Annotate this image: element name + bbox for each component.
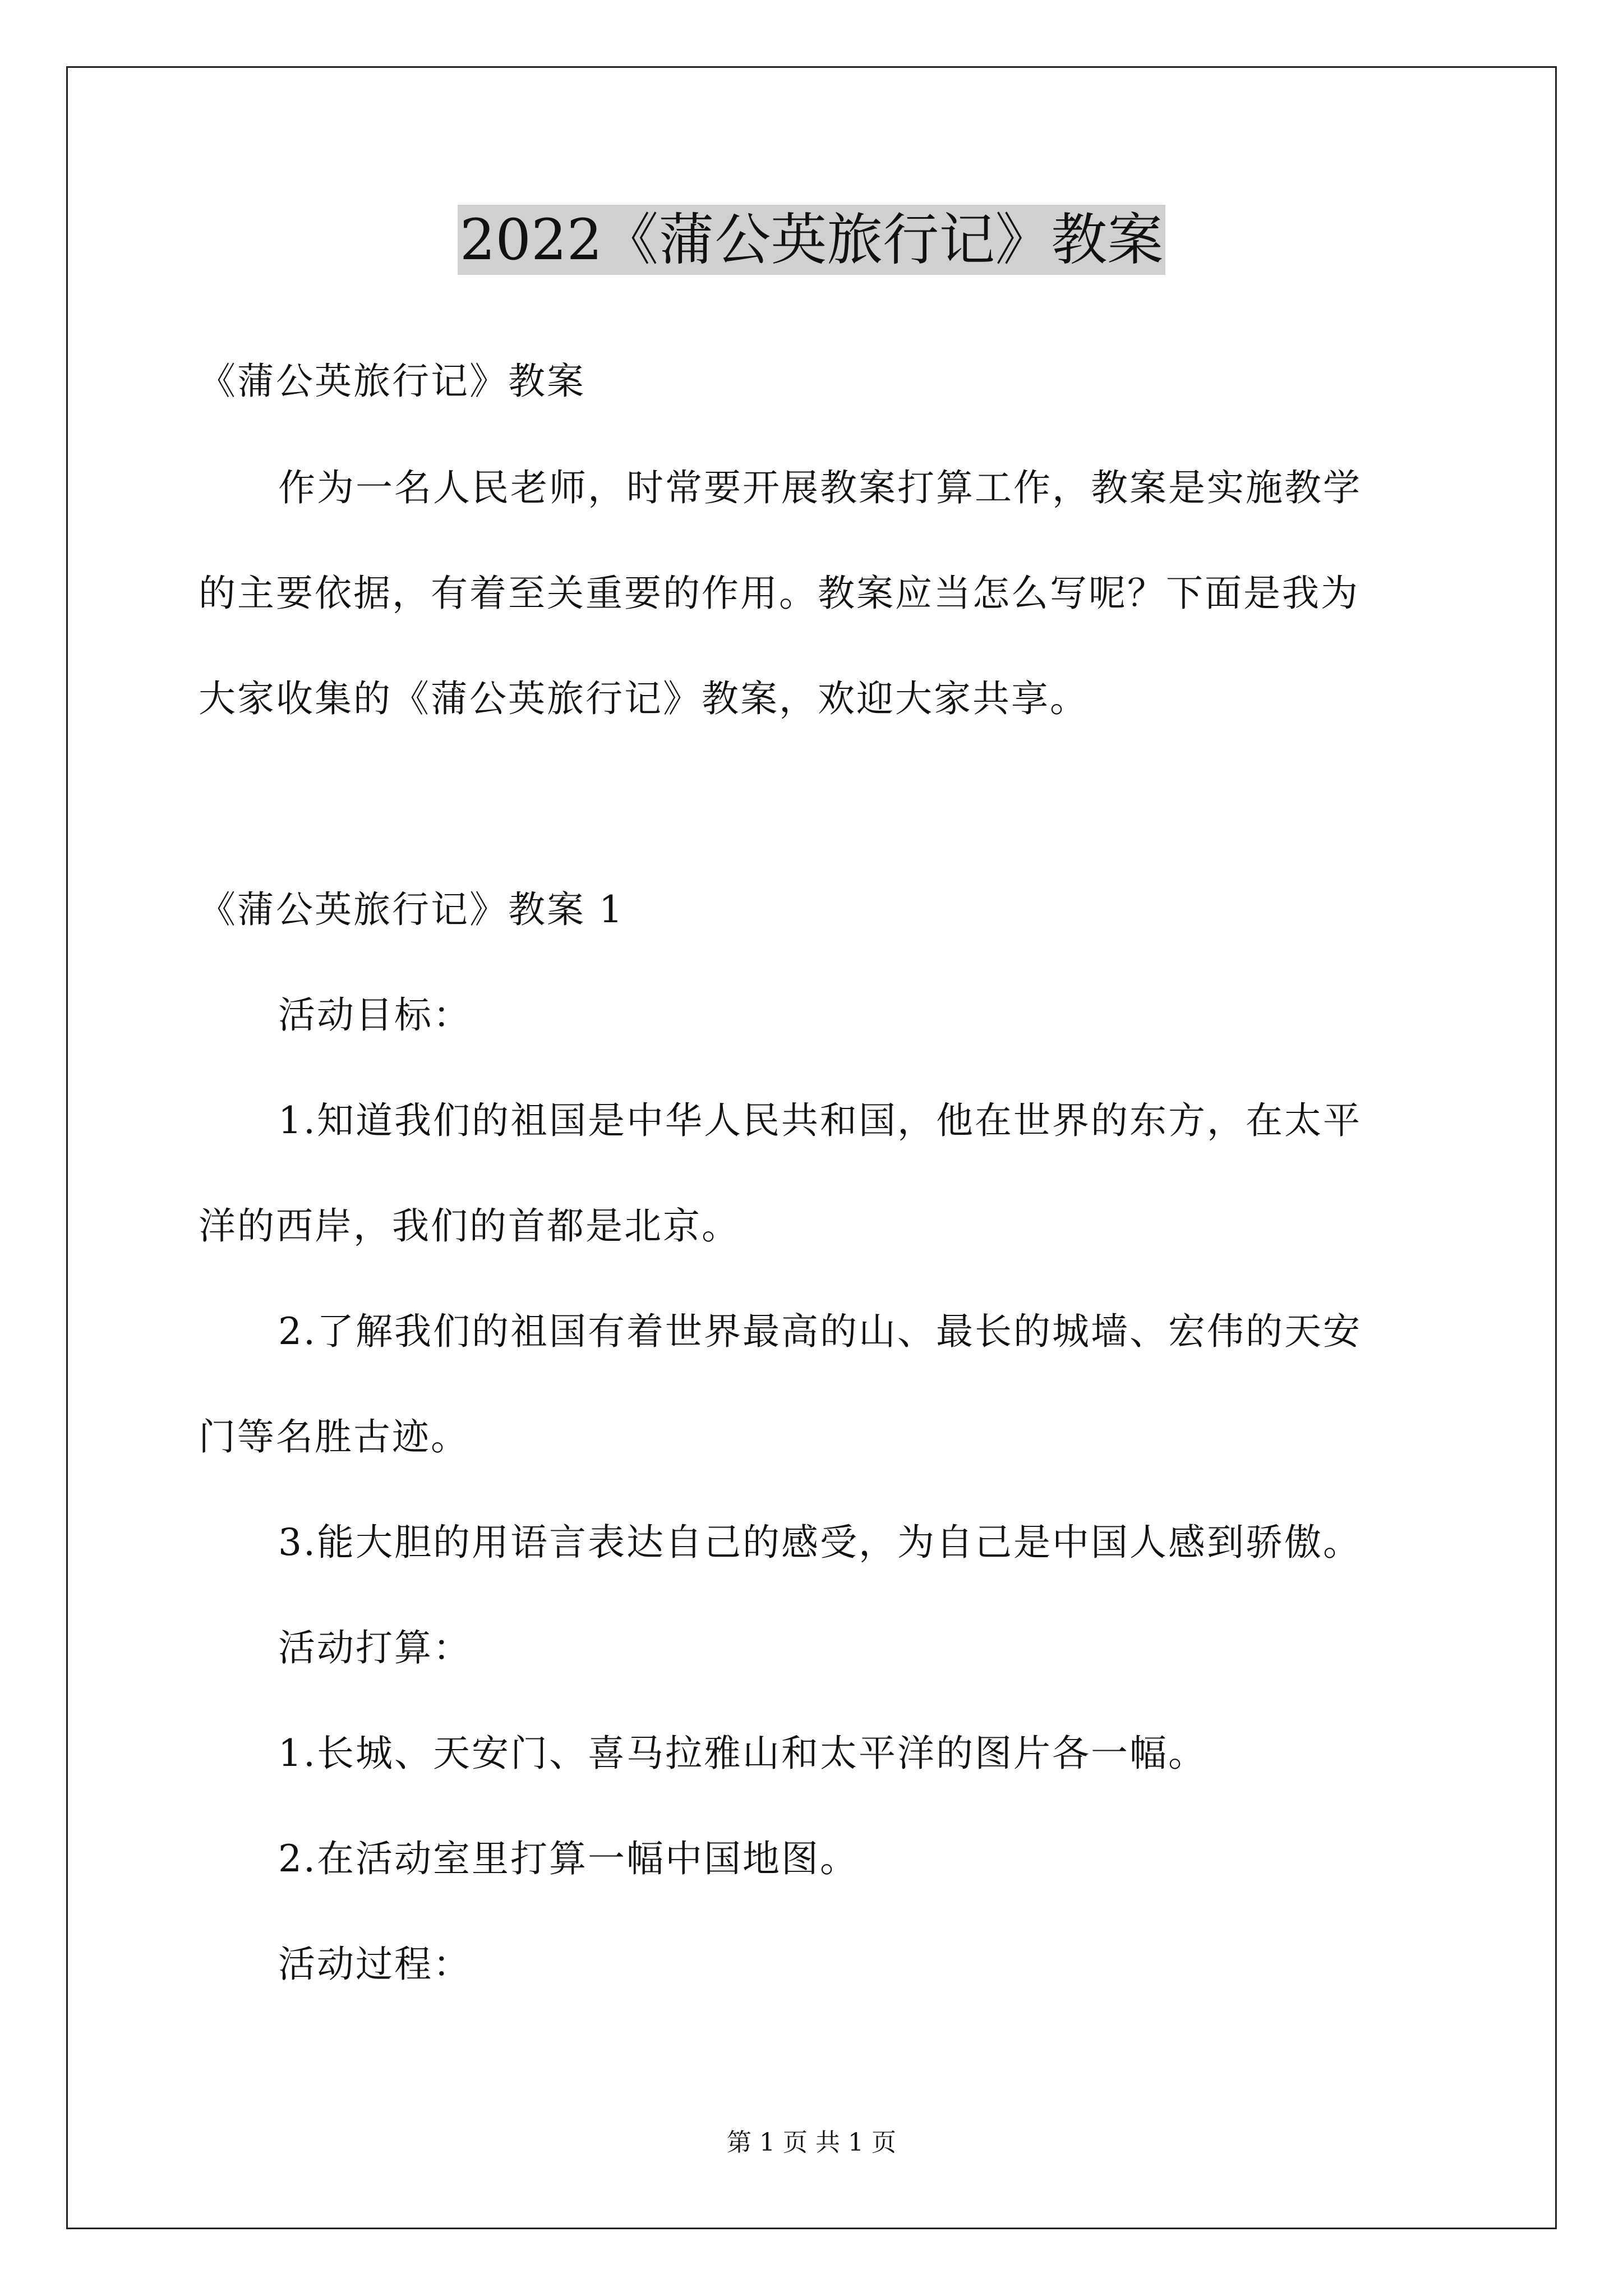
objective-3: 3.能大胆的用语言表达自己的感受，为自己是中国人感到骄傲。 [278,1521,1362,1564]
intro-line-2: 的主要依据，有着至关重要的作用。教案应当怎么写呢？下面是我为 [199,572,1359,615]
document-subtitle: 《蒲公英旅行记》教案 [199,360,585,403]
intro-line-3: 大家收集的《蒲公英旅行记》教案，欢迎大家共享。 [199,677,1089,720]
preparation-heading: 活动打算： [278,1626,472,1669]
preparation-2: 2.在活动室里打算一幅中国地图。 [278,1837,859,1880]
objectives-heading: 活动目标： [278,993,472,1037]
objective-1-line-2: 洋的西岸，我们的首都是北京。 [199,1204,740,1248]
document-title-text: 2022《蒲公英旅行记》教案 [458,205,1166,275]
section-heading: 《蒲公英旅行记》教案 1 [199,888,624,931]
objective-2-line-1: 2.了解我们的祖国有着世界最高的山、最长的城墙、宏伟的天安 [278,1310,1362,1353]
objective-1-line-1: 1.知道我们的祖国是中华人民共和国，他在世界的东方，在太平 [278,1099,1362,1142]
objective-2-line-2: 门等名胜古迹。 [199,1415,469,1458]
intro-line-1: 作为一名人民老师，时常要开展教案打算工作，教案是实施教学 [278,466,1362,509]
page-footer: 第 1 页 共 1 页 [727,2128,896,2157]
document-title [0,201,1623,279]
process-heading: 活动过程： [278,1943,472,1986]
preparation-1: 1.长城、天安门、喜马拉雅山和太平洋的图片各一幅。 [278,1732,1207,1775]
